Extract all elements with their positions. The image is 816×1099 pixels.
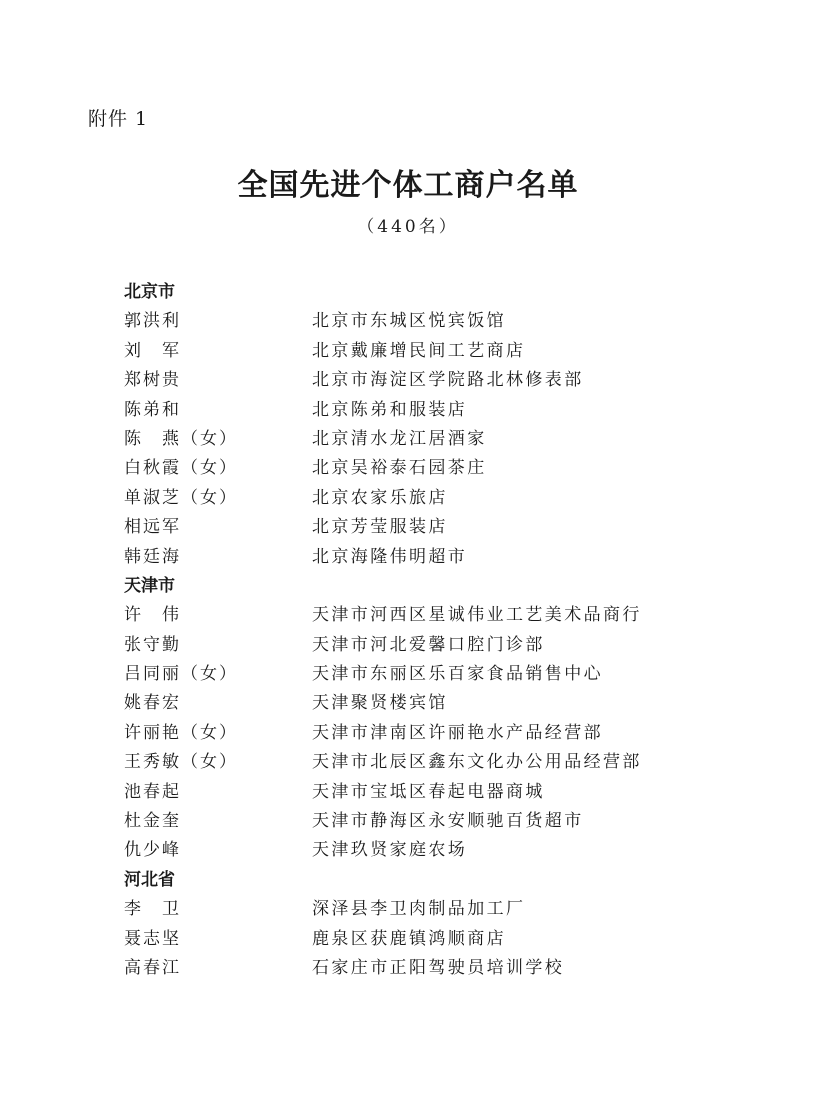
list-item	[124, 601, 744, 630]
person-name: 白秋霞（女）	[124, 458, 238, 479]
list-item	[124, 748, 744, 777]
person-name: 杜金奎	[124, 811, 181, 832]
person-name: 郭洪利	[124, 311, 181, 332]
total-count: （440名）	[357, 217, 459, 237]
list-item	[124, 484, 744, 513]
business-name: 北京吴裕泰石园茶庄	[312, 458, 487, 479]
list-item	[124, 689, 744, 718]
business-name: 北京陈弟和服装店	[312, 399, 468, 420]
list-item	[124, 807, 744, 836]
person-name: 刘 军	[124, 340, 181, 361]
honoree-list	[124, 278, 744, 983]
person-name: 许 伟	[124, 605, 181, 626]
person-name: 姚春宏	[124, 693, 181, 714]
business-name: 天津市河西区星诚伟业工艺美术品商行	[312, 605, 642, 626]
business-name: 北京戴廉增民间工艺商店	[312, 340, 526, 361]
list-item	[124, 836, 744, 865]
business-name: 北京芳莹服装店	[312, 517, 448, 538]
list-item	[124, 425, 744, 454]
list-item	[124, 895, 744, 924]
business-name: 石家庄市正阳驾驶员培训学校	[312, 957, 565, 978]
list-item	[124, 513, 744, 542]
person-name: 单淑芝（女）	[124, 487, 238, 508]
person-name: 吕同丽（女）	[124, 664, 238, 685]
province-heading: 河北省	[124, 869, 175, 890]
list-item	[124, 543, 744, 572]
business-name: 天津聚贤楼宾馆	[312, 693, 448, 714]
business-name: 北京市东城区悦宾饭馆	[312, 311, 506, 332]
business-name: 北京农家乐旅店	[312, 487, 448, 508]
province-heading: 北京市	[124, 282, 175, 302]
person-name: 张守勤	[124, 634, 181, 655]
business-name: 深泽县李卫肉制品加工厂	[312, 899, 526, 920]
person-name: 李 卫	[124, 899, 181, 920]
list-item	[124, 366, 744, 395]
business-name: 北京市海淀区学院路北林修表部	[312, 370, 584, 391]
list-item	[124, 925, 744, 954]
business-name: 鹿泉区获鹿镇鸿顺商店	[312, 928, 506, 949]
list-item	[124, 631, 744, 660]
document-title: 全国先进个体工商户名单	[237, 168, 579, 203]
list-item	[124, 307, 744, 336]
attachment-label: 附件 1	[88, 108, 149, 130]
list-item	[124, 337, 744, 366]
person-name: 王秀敏（女）	[124, 752, 238, 773]
person-name: 相远军	[124, 517, 181, 538]
person-name: 池春起	[124, 781, 181, 802]
business-name: 天津市静海区永安顺驰百货超市	[312, 811, 584, 832]
list-item	[124, 454, 744, 483]
business-name: 天津市宝坻区春起电器商城	[312, 781, 545, 802]
person-name: 聂志坚	[124, 928, 181, 949]
person-name: 高春江	[124, 957, 181, 978]
business-name: 天津玖贤家庭农场	[312, 840, 468, 861]
list-item	[124, 778, 744, 807]
person-name: 韩廷海	[124, 546, 181, 567]
business-name: 北京清水龙江居酒家	[312, 428, 487, 449]
business-name: 天津市东丽区乐百家食品销售中心	[312, 664, 603, 685]
person-name: 许丽艳（女）	[124, 722, 238, 743]
person-name: 陈弟和	[124, 399, 181, 420]
person-name: 郑树贵	[124, 370, 181, 391]
business-name: 天津市北辰区鑫东文化办公用品经营部	[312, 752, 642, 773]
business-name: 天津市津南区许丽艳水产品经营部	[312, 722, 603, 743]
list-item	[124, 719, 744, 748]
list-item	[124, 954, 744, 983]
list-item	[124, 660, 744, 689]
business-name: 天津市河北爱馨口腔门诊部	[312, 634, 545, 655]
person-name: 仇少峰	[124, 840, 181, 861]
business-name: 北京海隆伟明超市	[312, 546, 468, 567]
person-name: 陈 燕（女）	[124, 428, 238, 449]
list-item	[124, 396, 744, 425]
province-heading: 天津市	[124, 575, 175, 596]
